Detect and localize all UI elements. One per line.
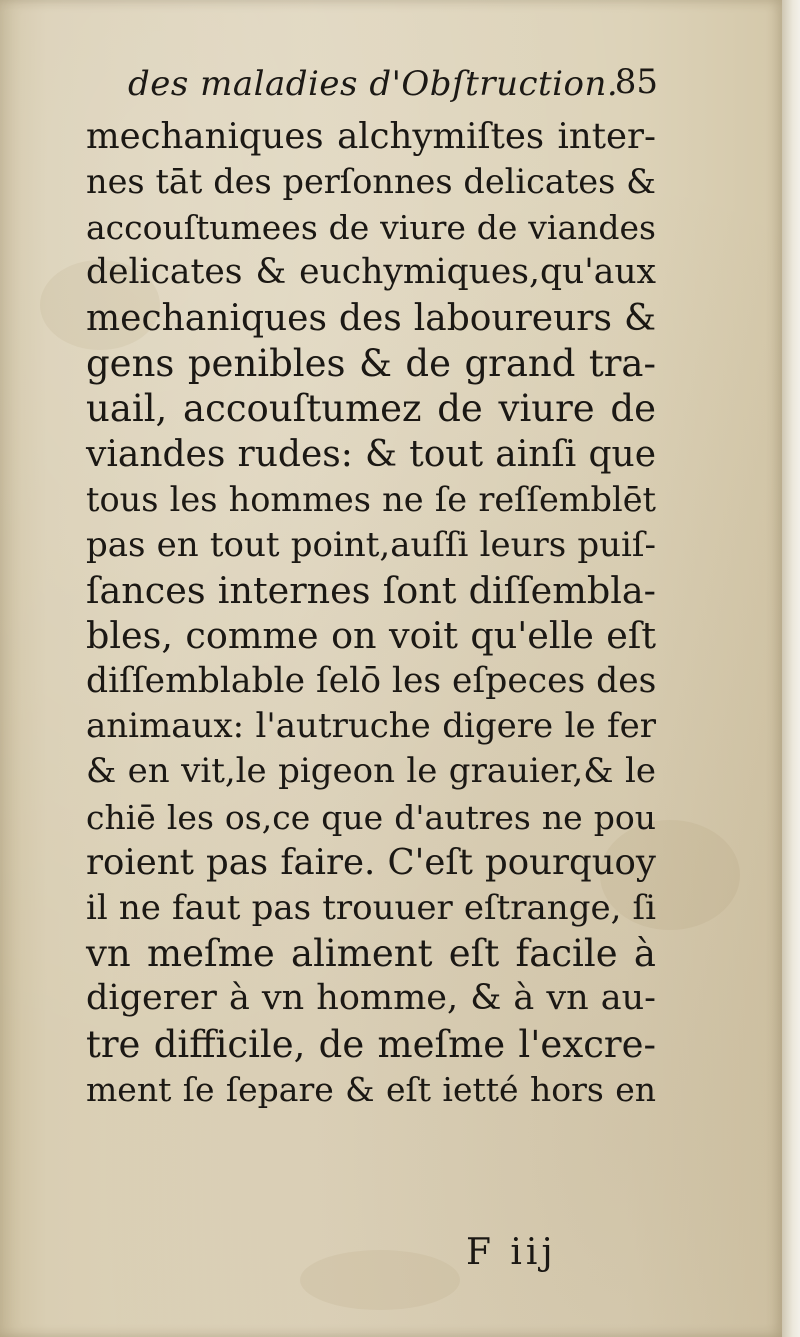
text-line: ſances internes ſont diſſembla- bbox=[86, 568, 656, 612]
paper-stain bbox=[300, 1250, 460, 1310]
text-line: tous les hommes ne ſe reſſemblēt bbox=[86, 480, 656, 520]
text-line: mechaniques des laboureurs & bbox=[86, 297, 656, 339]
text-line: gens penibles & de grand tra- bbox=[86, 341, 656, 385]
text-line: vn meſme aliment eſt facile à bbox=[86, 932, 656, 976]
page-edge bbox=[782, 0, 800, 1337]
text-line: pas en tout point,auſſi leurs puiſ- bbox=[86, 524, 656, 565]
signature-mark: F iij bbox=[466, 1232, 557, 1273]
text-line: ment ſe ſepare & eſt ietté hors en bbox=[86, 1070, 656, 1110]
text-line: delicates & euchymiques,qu'aux bbox=[86, 252, 656, 293]
text-line: diſſemblable ſelō les eſpeces des bbox=[86, 660, 657, 701]
text-line: animaux: l'autruche digere le fer bbox=[86, 706, 656, 747]
page-header bbox=[128, 60, 658, 114]
text-line: viandes rudes: & tout ainſi que bbox=[86, 433, 656, 475]
text-line: digerer à vn homme, & à vn au- bbox=[86, 978, 656, 1019]
text-line: roient pas faire. C'eſt pourquoy bbox=[86, 842, 656, 884]
text-line: mechaniques alchymiſtes inter- bbox=[86, 116, 656, 157]
text-line: & en vit,le pigeon le grauier,& le bbox=[86, 751, 656, 792]
text-line: accouſtumees de viure de viandes bbox=[86, 207, 656, 247]
text-line: chiē les os,ce que d'autres ne pou bbox=[86, 797, 656, 837]
running-title: des maladies d'Obſtruction. bbox=[128, 64, 619, 104]
text-line: tre difficile, de meſme l'excre- bbox=[86, 1022, 656, 1066]
text-line: il ne faut pas trouuer eſtrange, ſi bbox=[86, 887, 656, 928]
page-number: 85 bbox=[614, 62, 658, 102]
text-line: nes tāt des perſonnes delicates & bbox=[86, 162, 656, 202]
text-line: uail, accouſtumez de viure de bbox=[86, 387, 656, 431]
text-line: bles, comme on voit qu'elle eſt bbox=[86, 614, 656, 658]
body-text bbox=[86, 114, 656, 1113]
